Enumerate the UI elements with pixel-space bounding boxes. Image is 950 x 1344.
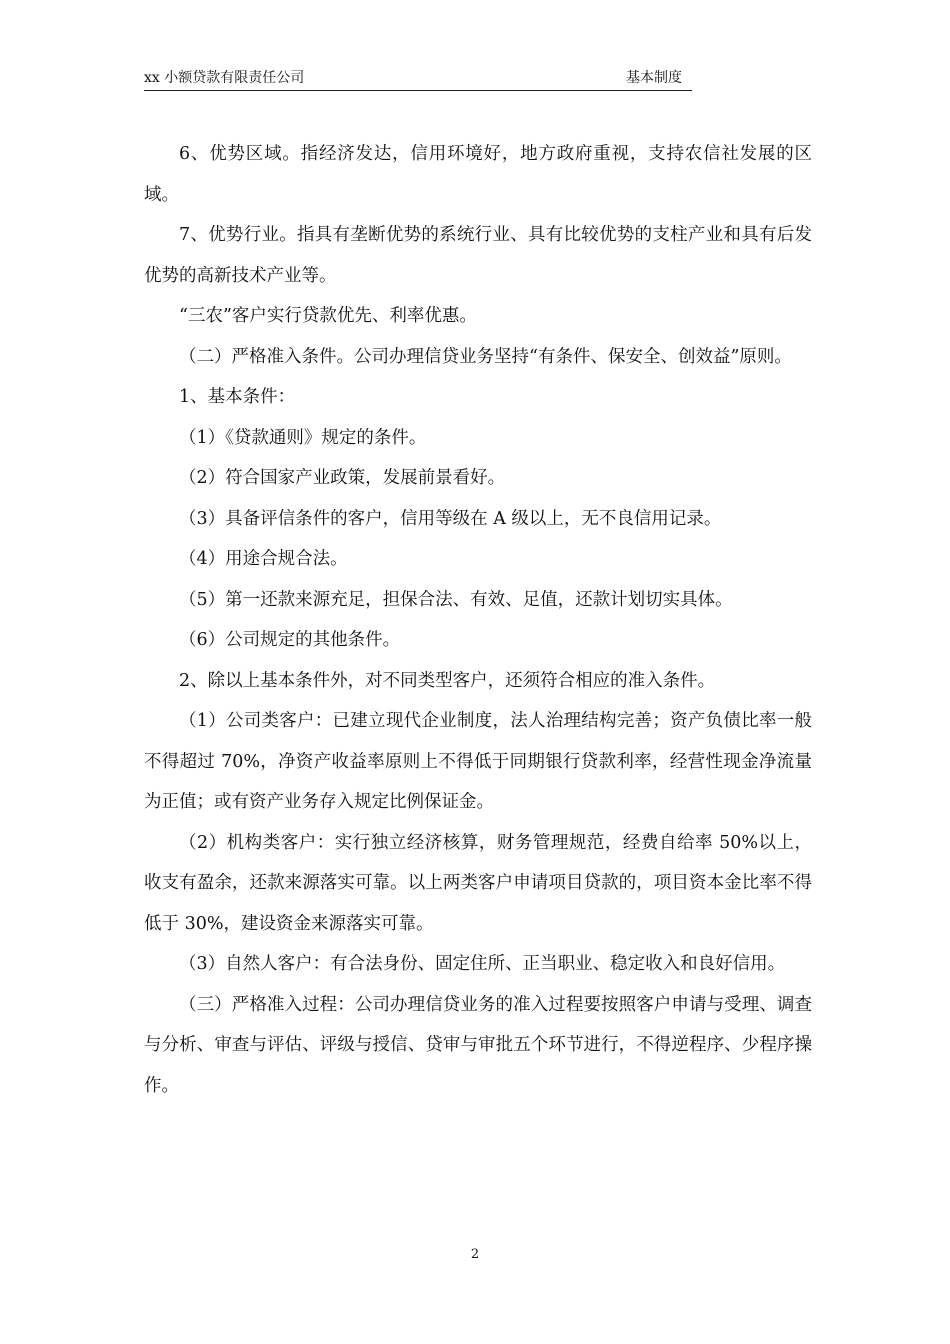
paragraph: （3）具备评信条件的客户，信用等级在 A 级以上，无不良信用记录。	[179, 508, 722, 529]
paragraph: （2）机构类客户：实行独立经济核算，财务管理规范，经费自给率 50%以上，收支有盈余，还款来源落实可靠。以上两类客户申请项目贷款的，项目资本金比率不得低于 30%，建设资金来源落实可靠。	[144, 832, 812, 934]
paragraph: 7、优势行业。指具有垄断优势的系统行业、具有比较优势的支柱产业和具有后发优势的高新技术产业等。	[144, 225, 812, 286]
paragraph: “三农”客户实行贷款优先、利率优惠。	[179, 306, 477, 326]
paragraph: （1）公司类客户：已建立现代企业制度，法人治理结构完善；资产负债比率一般不得超过 70%，净资产收益率原则上不得低于同期银行贷款利率，经营性现金净流量为正值；或有资产业务存入规定比例保证金。	[144, 711, 812, 812]
paragraph: 2、除以上基本条件外，对不同类型客户，还须符合相应的准入条件。	[179, 670, 716, 691]
paragraph: （1）《贷款通则》规定的条件。	[179, 427, 427, 448]
company-name: xx 小额贷款有限责任公司	[144, 70, 305, 86]
paragraph: （三）严格准入过程：公司办理信贷业务的准入过程要按照客户申请与受理、调查与分析、审查与评估、评级与授信、贷审与审批五个环节进行，不得逆程序、少程序操作。	[144, 994, 812, 1096]
paragraph: （5）第一还款来源充足，担保合法、有效、足值，还款计划切实具体。	[179, 589, 733, 610]
paragraph: （6）公司规定的其他条件。	[179, 630, 401, 650]
document-body	[144, 134, 812, 1106]
paragraph: 6、优势区域。指经济发达，信用环境好，地方政府重视，支持农信社发展的区域。	[144, 144, 812, 205]
page-number: 2	[470, 1247, 480, 1262]
paragraph: （二）严格准入条件。公司办理信贷业务坚持“有条件、保安全、创效益”原则。	[179, 346, 792, 367]
document-type: 基本制度	[626, 70, 682, 86]
page-header	[144, 68, 692, 91]
paragraph: （4）用途合规合法。	[179, 549, 348, 569]
paragraph: （3）自然人客户：有合法身份、固定住所、正当职业、稳定收入和良好信用。	[179, 954, 786, 974]
paragraph: 1、基本条件：	[179, 387, 296, 407]
paragraph: （2）符合国家产业政策，发展前景看好。	[179, 468, 506, 488]
